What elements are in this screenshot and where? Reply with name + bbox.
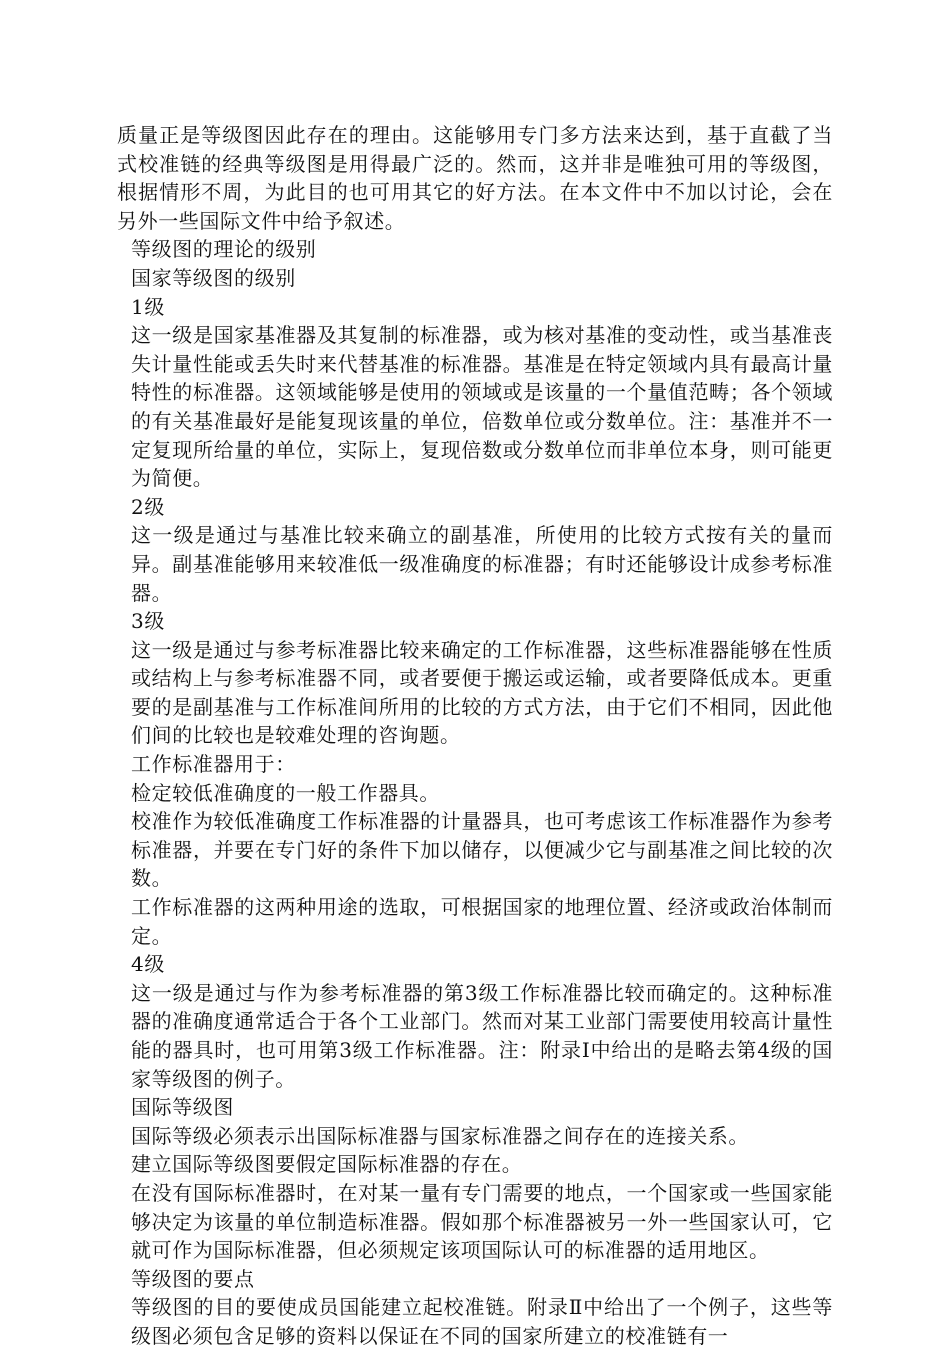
level-heading: 1级: [131, 294, 165, 319]
level-heading: 2级: [131, 494, 165, 519]
paragraph: 质量正是等级图因此存在的理由。这能够用专门多方法来达到，基于直截了当式校准链的经典等级图是用得最广泛的。然而，这并非是唯独可用的等级图，根据情形不周，为此目的也可用其它的好方法。在本文件中不加以讨论，会在另外一些国际文件中给予叙述。: [117, 123, 833, 233]
document-body: [117, 121, 833, 1351]
paragraph: 工作标准器的这两种用途的选取，可根据国家的地理位置、经济或政治体制而定。: [131, 895, 833, 948]
paragraph: 国际等级必须表示出国际标准器与国家标准器之间存在的连接关系。: [131, 1123, 749, 1148]
level-heading: 4级: [131, 952, 165, 977]
level-heading: 3级: [131, 609, 165, 634]
paragraph: 检定较低准确度的一般工作器具。: [131, 780, 440, 805]
section-heading: 等级图的要点: [131, 1266, 255, 1291]
paragraph: 这一级是通过与参考标准器比较来确定的工作标准器，这些标准器能够在性质或结构上与参考标准器不同，或者要便于搬运或运输，或者要降低成本。更重要的是副基准与工作标准间所用的比较的方式方法，由于它们不相同，因此他们间的比较也是较难处理的咨询题。: [131, 637, 833, 748]
paragraph: 在没有国际标准器时，在对某一量有专门需要的地点，一个国家或一些国家能够决定为该量的单位制造标准器。假如那个标准器被另一外一些国家认可，它就可作为国际标准器，但必须规定该项国际认可的标准器的适用地区。: [131, 1180, 833, 1263]
paragraph: 这一级是通过与作为参考标准器的第3级工作标准器比较而确定的。这种标准器的准确度通常适合于各个工业部门。然而对某工业部门需要使用较高计量性能的器具时，也可用第3级工作标准器。注：附录Ⅰ中给出的是略去第4级的国家等级图的例子。: [131, 980, 833, 1091]
paragraph: 这一级是通过与基准比较来确立的副基准，所使用的比较方式按有关的量而异。副基准能够用来较准低一级准确度的标准器；有时还能够设计成参考标准器。: [131, 523, 833, 605]
section-heading: 国家等级图的级别: [131, 265, 296, 290]
paragraph: 等级图的目的要使成员国能建立起校准链。附录Ⅱ中给出了一个例子，这些等级图必须包含足够的资料以保证在不同的国家所建立的校准链有一: [131, 1295, 833, 1348]
paragraph: 建立国际等级图要假定国际标准器的存在。: [131, 1152, 523, 1177]
section-heading: 等级图的理论的级别: [131, 237, 317, 262]
paragraph: 校准作为较低准确度工作标准器的计量器具，也可考虑该工作标准器作为参考标准器，并要在专门好的条件下加以储存，以便减少它与副基准之间比较的次数。: [131, 809, 833, 891]
section-heading: 国际等级图: [131, 1095, 234, 1120]
paragraph: 工作标准器用于：: [131, 752, 296, 777]
paragraph: 这一级是国家基准器及其复制的标准器，或为核对基准的变动性，或当基准丧失计量性能或丢失时来代替基准的标准器。基准是在特定领域内具有最高计量特性的标准器。这领域能够是使用的领域或是该量的一个量值范畴；各个领域的有关基准最好是能复现该量的单位，倍数单位或分数单位。注：基准并不一定复现所给量的单位，实际上，复现倍数或分数单位而非单位本身，则可能更为简便。: [131, 323, 833, 491]
